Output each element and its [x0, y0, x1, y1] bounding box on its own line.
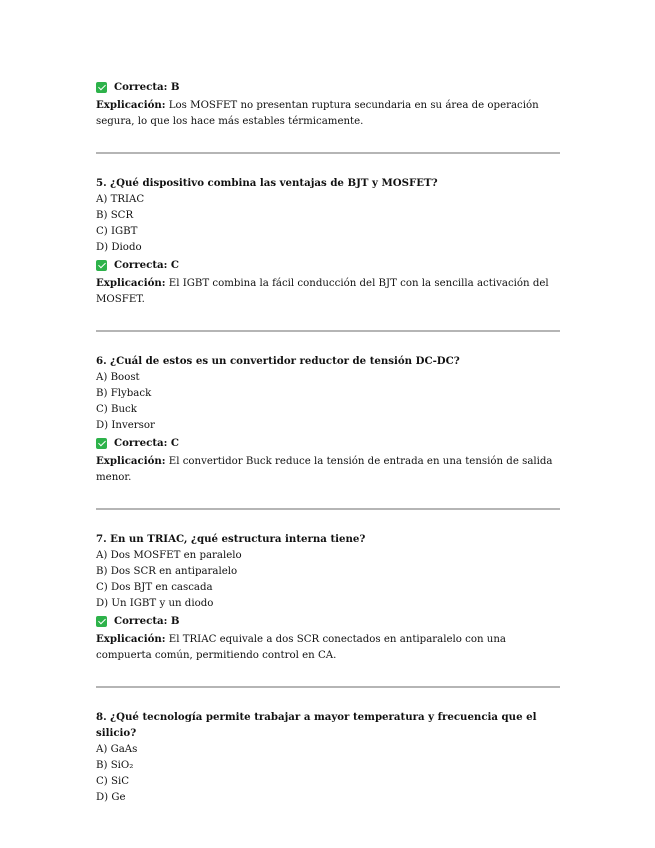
- check-icon: [96, 82, 107, 93]
- option-b: B) SiO₂: [96, 760, 134, 771]
- divider: [96, 686, 560, 688]
- option-b: B) Flyback: [96, 388, 152, 399]
- divider: [96, 330, 560, 332]
- option-a: A) Boost: [96, 372, 140, 383]
- explanation-label: Explicación:: [96, 99, 166, 111]
- check-icon: [96, 260, 107, 271]
- option-c: C) Buck: [96, 404, 137, 415]
- divider: [96, 152, 560, 154]
- option-d: D) Ge: [96, 792, 126, 803]
- explanation: [96, 453, 560, 486]
- option-c: C) SiC: [96, 776, 130, 787]
- correct-answer: [96, 257, 560, 273]
- correct-answer-label: Correcta: B: [114, 615, 180, 627]
- correct-answer: [96, 435, 560, 451]
- options-list: [96, 548, 560, 612]
- explanation-label: Explicación:: [96, 633, 166, 645]
- options-list: [96, 742, 560, 806]
- option-a: A) TRIAC: [96, 194, 145, 205]
- question-6: [96, 353, 560, 486]
- question-4-tail: [96, 79, 560, 130]
- explanation-text: El TRIAC equivale a dos SCR conectados en antiparalelo con una compuerta común, permitiendo control en CA.: [96, 634, 506, 661]
- options-list: [96, 370, 560, 434]
- explanation-label: Explicación:: [96, 455, 166, 467]
- question-8: [96, 709, 560, 806]
- question-title: 7. En un TRIAC, ¿qué estructura interna tiene?: [96, 533, 366, 545]
- explanation-text: El convertidor Buck reduce la tensión de entrada en una tensión de salida menor.: [96, 456, 553, 483]
- correct-answer-label: Correcta: C: [114, 437, 180, 449]
- question-title: 6. ¿Cuál de estos es un convertidor reductor de tensión DC-DC?: [96, 355, 460, 367]
- check-icon: [96, 616, 107, 627]
- option-d: D) Inversor: [96, 420, 155, 431]
- explanation-label: Explicación:: [96, 277, 166, 289]
- options-list: [96, 192, 560, 256]
- option-b: B) Dos SCR en antiparalelo: [96, 566, 238, 577]
- option-b: B) SCR: [96, 210, 134, 221]
- correct-answer-label: Correcta: B: [114, 81, 180, 93]
- question-7: [96, 531, 560, 664]
- option-d: D) Diodo: [96, 242, 142, 253]
- option-a: A) GaAs: [96, 744, 138, 755]
- question-title: 8. ¿Qué tecnología permite trabajar a mayor temperatura y frecuencia que el silicio?: [96, 711, 537, 739]
- explanation-text: Los MOSFET no presentan ruptura secundaria en su área de operación segura, lo que los hace más estables térmicamente.: [96, 100, 539, 127]
- option-a: A) Dos MOSFET en paralelo: [96, 550, 242, 561]
- question-title: 5. ¿Qué dispositivo combina las ventajas de BJT y MOSFET?: [96, 177, 438, 189]
- correct-answer-label: Correcta: C: [114, 259, 180, 271]
- question-5: [96, 175, 560, 308]
- check-icon: [96, 438, 107, 449]
- explanation: [96, 275, 560, 308]
- explanation: [96, 97, 560, 130]
- correct-answer: [96, 613, 560, 629]
- option-c: C) IGBT: [96, 226, 138, 237]
- explanation-text: El IGBT combina la fácil conducción del BJT con la sencilla activación del MOSFET.: [96, 278, 549, 305]
- explanation: [96, 631, 560, 664]
- divider: [96, 508, 560, 510]
- option-d: D) Un IGBT y un diodo: [96, 598, 214, 609]
- option-c: C) Dos BJT en cascada: [96, 582, 213, 593]
- document-page: [96, 78, 560, 806]
- correct-answer: [96, 79, 560, 95]
